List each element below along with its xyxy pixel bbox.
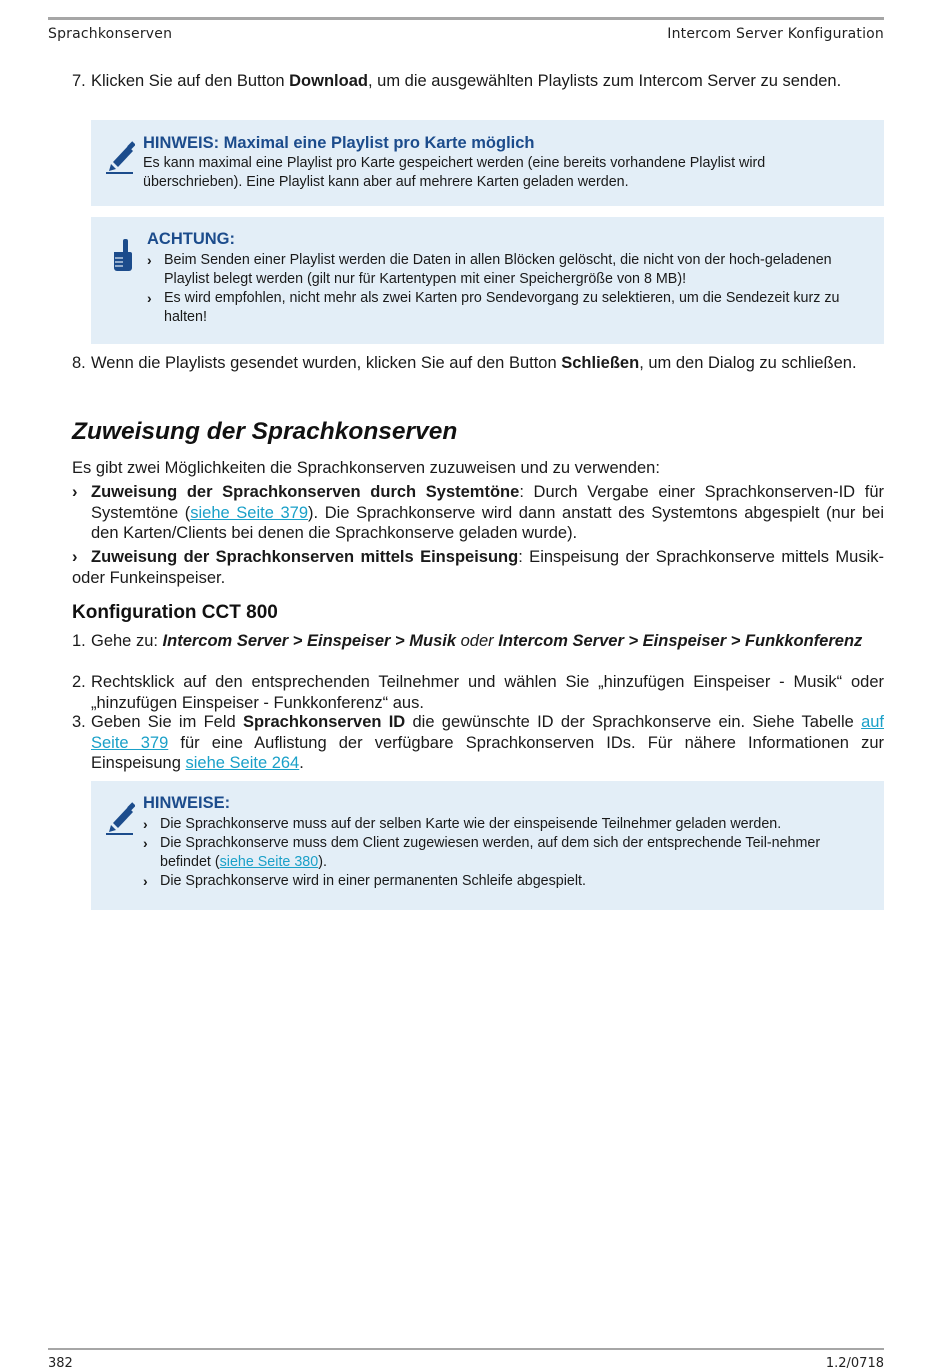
chevron-right-icon: › [147,290,152,306]
step-number: 7. [72,72,86,90]
header-section: Intercom Server Konfiguration [667,26,884,42]
header-chapter: Sprachkonserven [48,26,173,42]
step-text: für eine Auflistung der verfügbare Sprachkonserven IDs. Für nähere Informationen zur Einspeisung [91,733,884,772]
step-text: Rechtsklick auf den entsprechenden Teilnehmer und wählen Sie „hinzufügen Einspeiser - Musik“ oder „hinzufügen Einspeiser - Funkkonferenz“ aus. [91,673,884,712]
section-title: Zuweisung der Sprachkonserven [72,418,458,445]
page-link[interactable]: siehe Seite 379 [190,503,309,522]
step-text: . [299,754,304,772]
page-link[interactable]: siehe Seite 264 [185,754,300,772]
step-number: 1. [72,632,86,650]
page-header [48,17,884,42]
subsection-title: Konfiguration CCT 800 [72,602,278,623]
schliessen-button-ref: Schließen [561,354,640,372]
note-title: HINWEISE: [143,794,231,812]
step-text: oder [456,632,499,650]
intro-paragraph: Es gibt zwei Möglichkeiten die Sprachkonserven zuzuweisen und zu verwenden: [72,459,660,477]
step-number: 2. [72,673,86,691]
step-text: , um den Dialog zu schließen. [639,354,857,372]
document-version: 1.2/0718 [825,1356,884,1371]
menu-path: Intercom Server > Einspeiser > Musik [162,632,457,650]
menu-path: Intercom Server > Einspeiser > Funkkonferenz [498,632,863,650]
hand-pointing-icon [111,238,133,272]
step-text: Wenn die Playlists gesendet wurden, klicken Sie auf den Button [91,354,562,372]
step-text: Geben Sie im Feld [91,713,243,731]
step-text: die gewünschte ID der Sprachkonserve ein. Siehe Tabelle [405,713,862,731]
chevron-right-icon: › [143,835,148,851]
config-step-3 [72,712,884,774]
note-box-hinweis [91,120,884,206]
step-number: 3. [72,713,86,731]
step-text: Klicken Sie auf den Button [91,72,290,90]
download-button-ref: Download [289,72,368,90]
step-text: , um die ausgewählten Playlists zum Intercom Server zu senden. [367,72,842,90]
chevron-right-icon: › [143,816,148,832]
warning-list [147,251,860,327]
page-number: 382 [48,1356,73,1371]
config-step-2 [72,672,884,713]
step-text: Gehe zu: [91,632,163,650]
list-item [147,289,860,327]
page-footer [48,1348,884,1371]
warning-title: ACHTUNG: [147,230,235,248]
chevron-right-icon: › [72,483,78,501]
bullet-text: ). Die Sprachkonserve wird dann anstatt des Systemtons abgespielt (nur bei den Karten/Clients bei denen die Sprachkonserve geladen wurde). [91,503,884,542]
note-text: Es kann maximal eine Playlist pro Karte gespeichert werden (eine bereits vorhandene Playlist wird überschrieben). Eine Playlist kann aber auf mehrere Karten geladen werden. [143,155,766,190]
chevron-right-icon: › [72,548,78,566]
warning-item-text: Beim Senden einer Playlist werden die Daten in allen Blöcken gelöscht, die nicht von der hoch-geladenen Playlist belegt werden (gilt nur für Kartentypen mit einer Speichergröße von 8 MB)! [164,252,832,287]
warning-item-text: Es wird empfohlen, nicht mehr als zwei Karten pro Sendevorgang zu selektieren, um die Sendezeit kurz zu halten! [164,290,840,325]
config-step-1 [72,631,884,652]
chevron-right-icon: › [147,252,152,268]
list-item [147,251,860,289]
step-7 [72,71,884,92]
list-item [143,872,860,891]
list-item [143,815,860,834]
pencil-icon [105,801,135,835]
note-item-text: Die Sprachkonserve muss dem Client zugewiesen werden, auf dem sich der entsprechende Teil-nehmer befindet ( [160,835,821,870]
note-title: HINWEIS: Maximal eine Playlist pro Karte möglich [143,134,535,152]
step-8 [72,353,884,374]
note-item-text: Die Sprachkonserve wird in einer permanenten Schleife abgespielt. [160,873,586,889]
field-name: Sprachkonserven ID [242,713,406,731]
page-link[interactable]: auf Seite 379 [91,713,885,752]
bullet-text: : Durch Vergabe einer Sprachkonserven-ID für Systemtöne ( [91,483,884,522]
bullet-systemtoene [72,482,884,544]
bullet-heading: Zuweisung der Sprachkonserven durch Systemtöne [91,483,520,501]
bullet-text: : Einspeisung der Sprachkonserve mittels Musik- oder Funkeinspeiser. [72,548,885,587]
note-box-hinweise [91,781,884,910]
chevron-right-icon: › [143,873,148,889]
page-link[interactable]: siehe Seite 380 [219,854,319,870]
step-number: 8. [72,354,86,372]
pencil-icon [105,140,135,174]
list-item [143,834,860,872]
bullet-einspeisung [72,547,884,588]
bullet-heading: Zuweisung der Sprachkonserven mittels Einspeisung [91,548,519,566]
note-list [143,815,860,891]
note-item-text: ). [318,854,327,870]
warning-box-achtung [91,217,884,344]
note-item-text: Die Sprachkonserve muss auf der selben Karte wie der einspeisende Teilnehmer geladen werden. [160,816,782,832]
